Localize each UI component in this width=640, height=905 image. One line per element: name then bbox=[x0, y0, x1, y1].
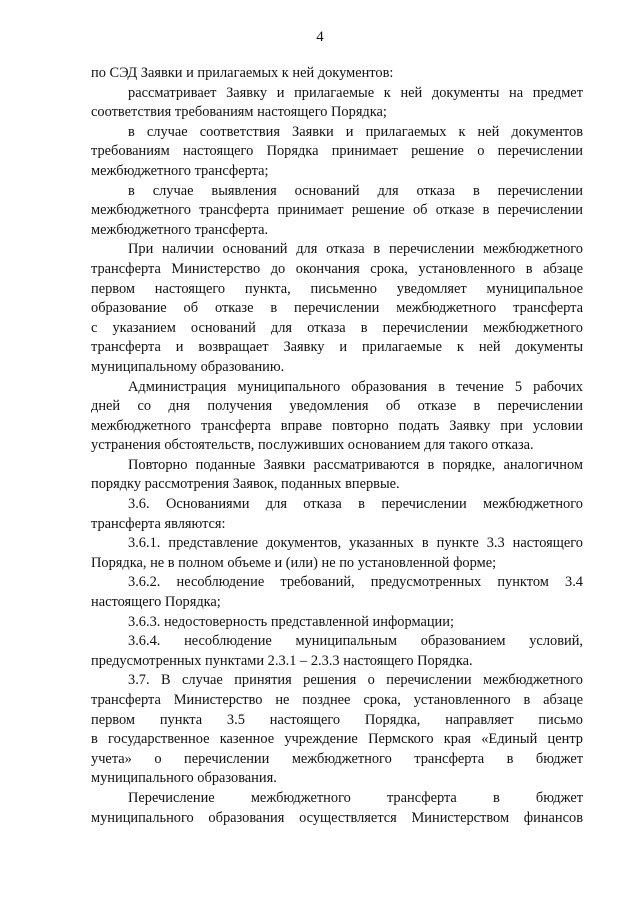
text-line: При наличии оснований для отказа в перечислении межбюджетного bbox=[128, 241, 583, 258]
document-body bbox=[91, 64, 583, 828]
text-line: Порядка, не в полном объеме и (или) не по установленной форме; bbox=[91, 554, 497, 571]
text-line: с указанием оснований для отказа в перечислении межбюджетного bbox=[91, 319, 583, 336]
paragraph bbox=[91, 240, 583, 377]
text-line: дней со дня получения уведомления об отказе в перечислении bbox=[91, 398, 583, 415]
text-line: в государственное казенное учреждение Пермского края «Единый центр bbox=[91, 731, 583, 748]
text-line: образование об отказе в перечислении межбюджетного трансферта bbox=[91, 300, 583, 317]
text-line: межбюджетного трансферта принимает решение об отказе в перечислении bbox=[91, 202, 583, 219]
text-line: межбюджетного трансферта; bbox=[91, 162, 269, 179]
text-line: в случае соответствия Заявки и прилагаемых к ней документов bbox=[128, 123, 583, 140]
paragraph bbox=[91, 456, 583, 495]
text-line: 3.6.3. недостоверность представленной информации; bbox=[128, 613, 454, 630]
text-line: 3.7. В случае принятия решения о перечислении межбюджетного bbox=[128, 672, 583, 689]
text-line: 3.6.4. несоблюдение муниципальным образованием условий, bbox=[128, 633, 583, 650]
paragraph bbox=[91, 671, 583, 789]
text-line: предусмотренных пунктами 2.3.1 – 2.3.3 настоящего Порядка. bbox=[91, 652, 473, 669]
text-line: трансферта Министерство до окончания срока, установленного в абзаце bbox=[91, 260, 583, 277]
text-line: требованиям настоящего Порядка принимает решение о перечислении bbox=[91, 143, 583, 160]
text-line: трансферта и возвращает Заявку и прилагаемые к ней документы bbox=[91, 339, 583, 356]
paragraph bbox=[91, 182, 583, 241]
text-line: трансферта Министерство не позднее срока, установленного в абзаце bbox=[91, 692, 583, 708]
paragraph bbox=[91, 378, 583, 456]
text-line: трансферта являются: bbox=[91, 515, 226, 532]
paragraph bbox=[91, 573, 583, 612]
paragraph bbox=[91, 534, 583, 573]
text-line: устранения обстоятельств, послуживших основанием для такого отказа. bbox=[91, 437, 534, 454]
text-line: Администрация муниципального образования в течение 5 рабочих bbox=[128, 378, 583, 395]
text-line: Перечисление межбюджетного трансферта в бюджет bbox=[128, 789, 583, 806]
text-line: рассматривает Заявку и прилагаемые к ней документы на предмет bbox=[128, 84, 583, 101]
text-line: 3.6.2. несоблюдение требований, предусмотренных пунктом 3.4 bbox=[128, 574, 583, 591]
paragraph bbox=[91, 613, 583, 633]
text-line: муниципального образования осуществляется Министерством финансов bbox=[91, 809, 583, 826]
paragraph bbox=[91, 84, 583, 123]
paragraph bbox=[91, 64, 583, 84]
text-line: Повторно поданные Заявки рассматриваются в порядке, аналогичном bbox=[128, 456, 583, 473]
text-line: межбюджетного трансферта вправе повторно подать Заявку при условии bbox=[91, 417, 583, 434]
text-line: порядку рассмотрения Заявок, поданных впервые. bbox=[91, 476, 400, 493]
paragraph bbox=[91, 632, 583, 671]
paragraph bbox=[91, 123, 583, 182]
text-line: 3.6.1. представление документов, указанных в пункте 3.3 настоящего bbox=[128, 535, 583, 552]
text-line: по СЭД Заявки и прилагаемых к ней документов: bbox=[91, 65, 394, 81]
text-line: в случае выявления оснований для отказа в перечислении bbox=[128, 182, 583, 199]
page-number: 4 bbox=[316, 29, 324, 45]
text-line: настоящего Порядка; bbox=[91, 594, 221, 611]
text-line: муниципальному образованию. bbox=[91, 358, 285, 375]
text-line: муниципального образования. bbox=[91, 770, 277, 787]
text-line: первом настоящего пункта, письменно уведомляет муниципальное bbox=[91, 280, 583, 297]
text-line: соответствия требованиям настоящего Порядка; bbox=[91, 104, 387, 121]
text-line: первом пункта 3.5 настоящего Порядка, направляет письмо bbox=[91, 711, 583, 728]
text-line: учета» о перечислении межбюджетного трансферта в бюджет bbox=[91, 750, 583, 767]
paragraph bbox=[91, 495, 583, 534]
text-line: 3.6. Основаниями для отказа в перечислении межбюджетного bbox=[128, 496, 583, 513]
paragraph bbox=[91, 789, 583, 828]
text-line: межбюджетного трансферта. bbox=[91, 221, 269, 238]
